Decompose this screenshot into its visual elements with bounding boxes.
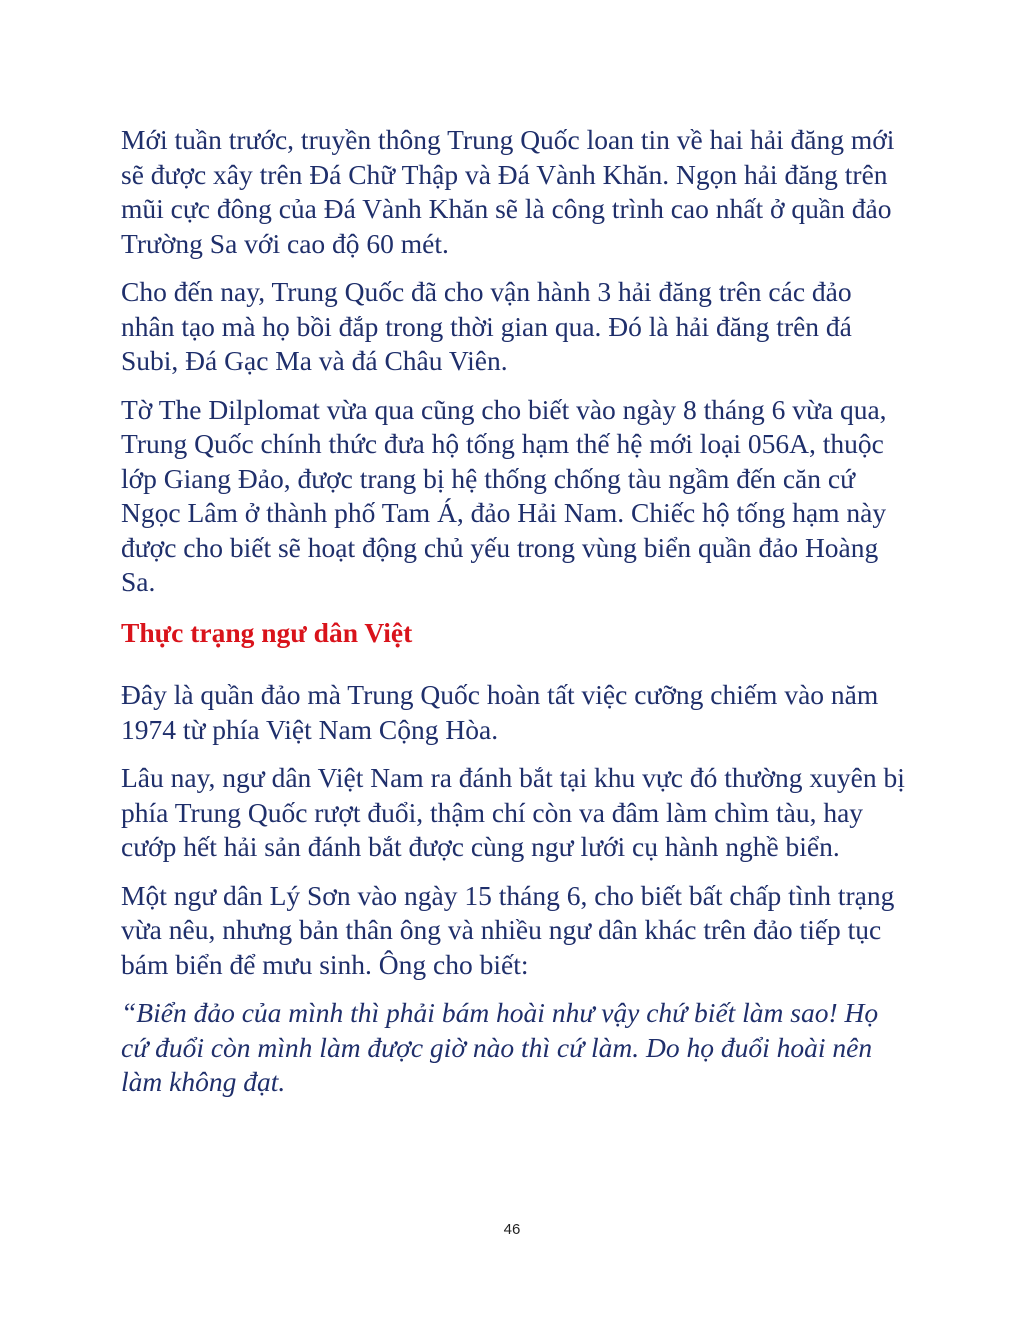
paragraph-ly-son-fisherman: Một ngư dân Lý Sơn vào ngày 15 tháng 6, cho biết bất chấp tình trạng vừa nêu, nhưng bản thân ông và nhiều ngư dân khác trên đảo tiếp tục bám biển để mưu sinh. Ông cho biết:: [121, 879, 895, 980]
section-heading: Thực trạng ngư dân Việt: [121, 616, 413, 648]
paragraph-lighthouse-news: Mới tuần trước, truyền thông Trung Quốc loan tin về hai hải đăng mới sẽ được xây trên Đá Chữ Thập và Đá Vành Khăn. Ngọn hải đăng trên mũi cực đông của Đá Vành Khăn sẽ là công trình cao nhất ở quần đảo Trường Sa với cao độ 60 mét.: [121, 124, 895, 259]
paragraph-fishermen-harassment: Lâu nay, ngư dân Việt Nam ra đánh bắt tại khu vực đó thường xuyên bị phía Trung Quốc rượt đuổi, thậm chí còn va đâm làm chìm tàu, hay cướp hết hải sản đánh bắt được cùng ngư lưới cụ hành nghề biển.: [121, 762, 905, 862]
page-number: 46: [503, 1221, 521, 1238]
fisherman-quote: “Biển đảo của mình thì phải bám hoài như vậy chứ biết làm sao! Họ cứ đuổi còn mình làm được giờ nào thì cứ làm. Do họ đuổi hoài nên làm không đạt.: [121, 997, 879, 1097]
paragraph-corvette-deployment: Tờ The Dilplomat vừa qua cũng cho biết vào ngày 8 tháng 6 vừa qua, Trung Quốc chính thức đưa hộ tống hạm thế hệ mới loại 056A, thuộc lớp Giang Đảo, được trang bị hệ thống chống tàu ngầm đến căn cứ Ngọc Lâm ở thành phố Tam Á, đảo Hải Nam. Chiếc hộ tống hạm này được cho biết sẽ hoạt động chủ yếu trong vùng biển quần đảo Hoàng Sa.: [121, 393, 887, 597]
paragraph-operating-lighthouses: Cho đến nay, Trung Quốc đã cho vận hành 3 hải đăng trên các đảo nhân tạo mà họ bồi đắp trong thời gian qua. Đó là hải đăng trên đá Subi, Đá Gạc Ma và đá Châu Viên.: [121, 276, 852, 376]
paragraph-paracel-seizure: Đây là quần đảo mà Trung Quốc hoàn tất việc cưỡng chiếm vào năm 1974 từ phía Việt Nam Cộng Hòa.: [121, 679, 879, 745]
page-content: [121, 123, 911, 1100]
